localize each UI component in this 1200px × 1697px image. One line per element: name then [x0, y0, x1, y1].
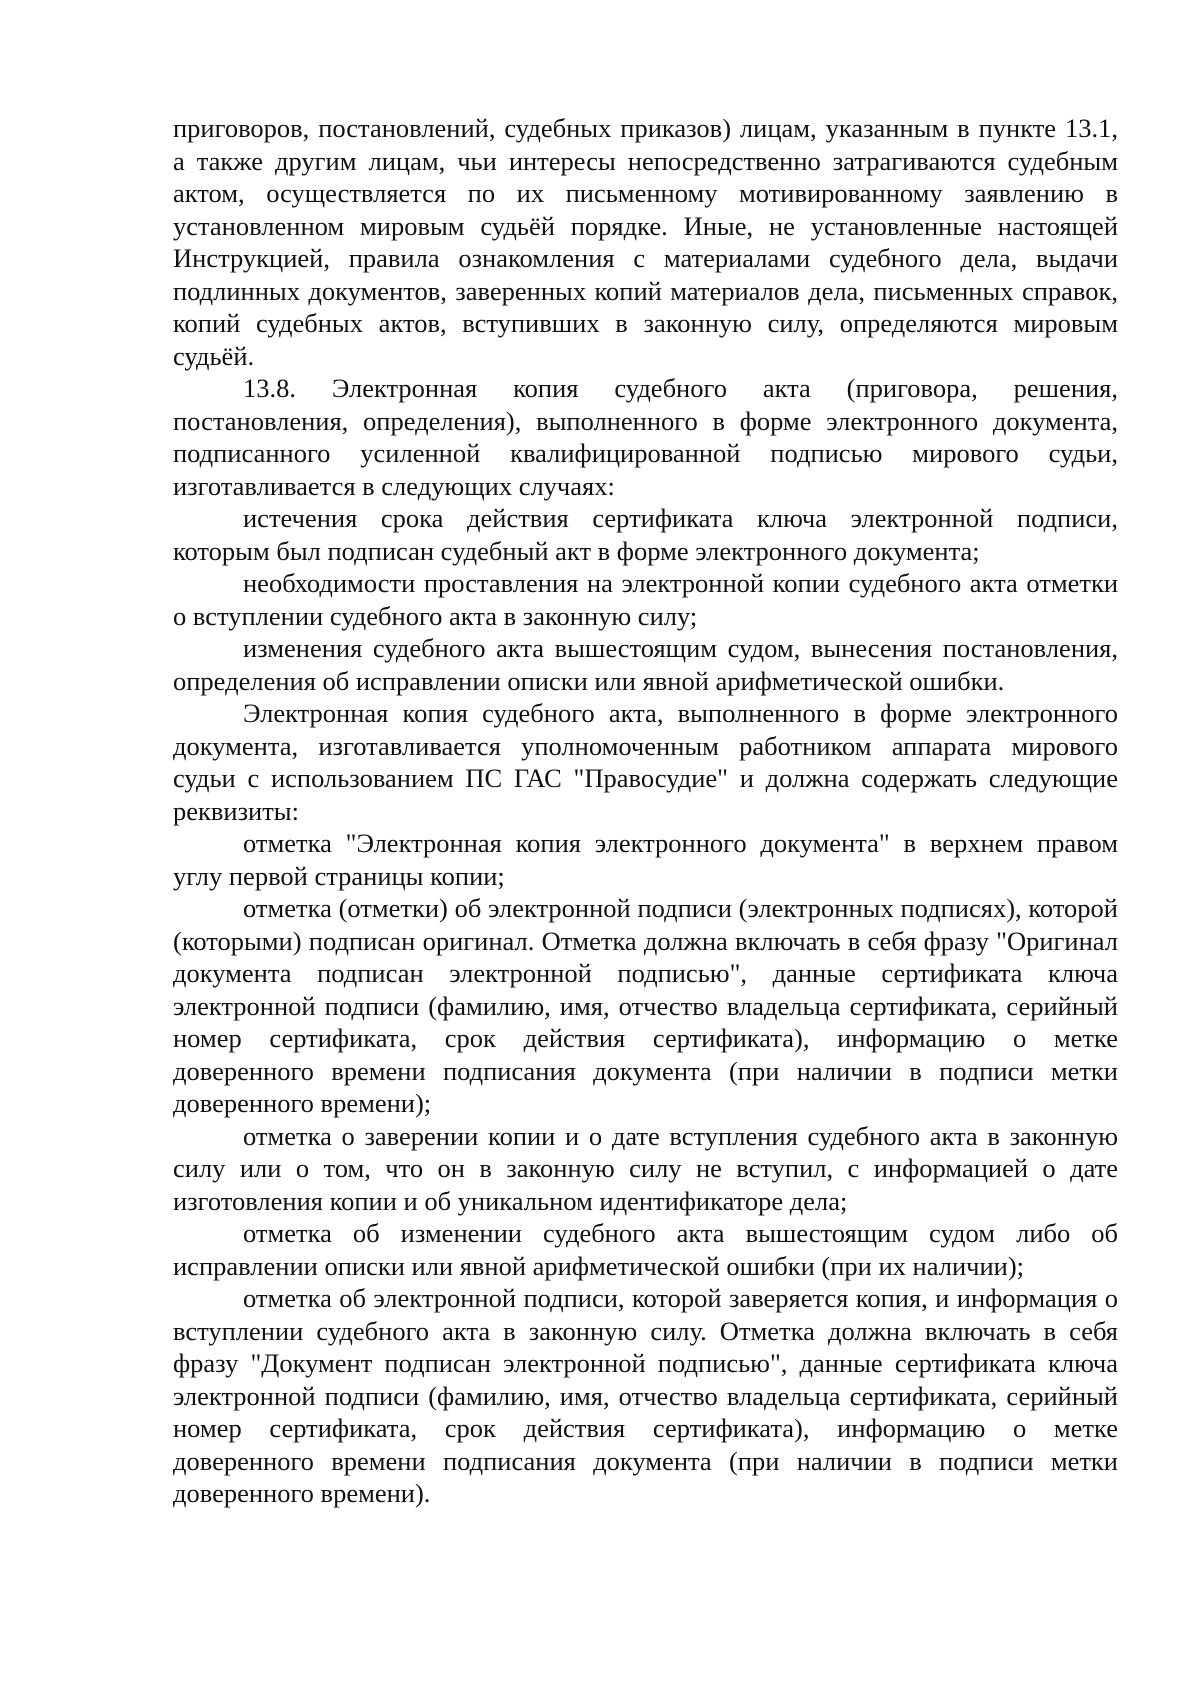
paragraph-case-expiry: истечения срока действия сертификата ключа электронной подписи, которым был подписан судебный акт в форме электронного документа; — [173, 503, 1118, 566]
paragraph-requisite-change-mark: отметка об изменении судебного акта вышестоящим судом либо об исправлении описки или явной арифметической ошибки (при их наличии); — [173, 1218, 1118, 1281]
paragraph-continuation: приговоров, постановлений, судебных приказов) лицам, указанным в пункте 13.1, а также другим лицам, чьи интересы непосредственно затрагиваются судебным актом, осуществляется по их письменному мотивированному заявлению в установленном мировым судьёй порядке. Иные, не установленные настоящей Инструкцией, правила ознакомления с материалами судебного дела, выдачи подлинных документов, заверенных копий материалов дела, письменных справок, копий судебных актов, вступивших в законную силу, определяются мировым судьёй. — [173, 113, 1118, 371]
paragraph-requisite-copy-signature-mark: отметка об электронной подписи, которой заверяется копия, и информация о вступлении судебного акта в законную силу. Отметка должна включать в себя фразу "Документ подписан электронной подписью", данные сертификата ключа электронной подписи (фамилию, имя, отчество владельца сертификата, серийный номер сертификата, срок действия сертификата), информацию о метке доверенного времени подписания документа (при наличии в подписи метки доверенного времени). — [173, 1283, 1118, 1508]
paragraph-case-legal-force: необходимости проставления на электронной копии судебного акта отметки о вступлении судебного акта в законную силу; — [173, 568, 1118, 631]
paragraph-requisite-certification-mark: отметка о заверении копии и о дате вступления судебного акта в законную силу или о том, что он в законную силу не вступил, с информацией о дате изготовления копии и об уникальном идентификаторе дела; — [173, 1120, 1118, 1216]
paragraph-requisite-signature-mark: отметка (отметки) об электронной подписи (электронных подписях), которой (которыми) подписан оригинал. Отметка должна включать в себя фразу "Оригинал документа подписан электронной подписью", данные сертификата ключа электронной подписи (фамилию, имя, отчество владельца сертификата, серийный номер сертификата, срок действия сертификата), информацию о метке доверенного времени подписания документа (при наличии в подписи метки доверенного времени); — [173, 893, 1118, 1118]
paragraph-requisites-intro: Электронная копия судебного акта, выполненного в форме электронного документа, изготавливается уполномоченным работником аппарата мирового судьи с использованием ПС ГАС "Правосудие" и должна содержать следующие реквизиты: — [173, 698, 1118, 826]
paragraph-case-change: изменения судебного акта вышестоящим судом, вынесения постановления, определения об исправлении описки или явной арифметической ошибки. — [173, 633, 1118, 696]
paragraph-requisite-copy-mark: отметка "Электронная копия электронного документа" в верхнем правом углу первой страницы копии; — [173, 828, 1118, 891]
document-page — [173, 112, 1118, 1510]
paragraph-13-8: 13.8. Электронная копия судебного акта (приговора, решения, постановления, определения), выполненного в форме электронного документа, подписанного усиленной квалифицированной подписью мирового судьи, изготавливается в следующих случаях: — [173, 373, 1118, 501]
